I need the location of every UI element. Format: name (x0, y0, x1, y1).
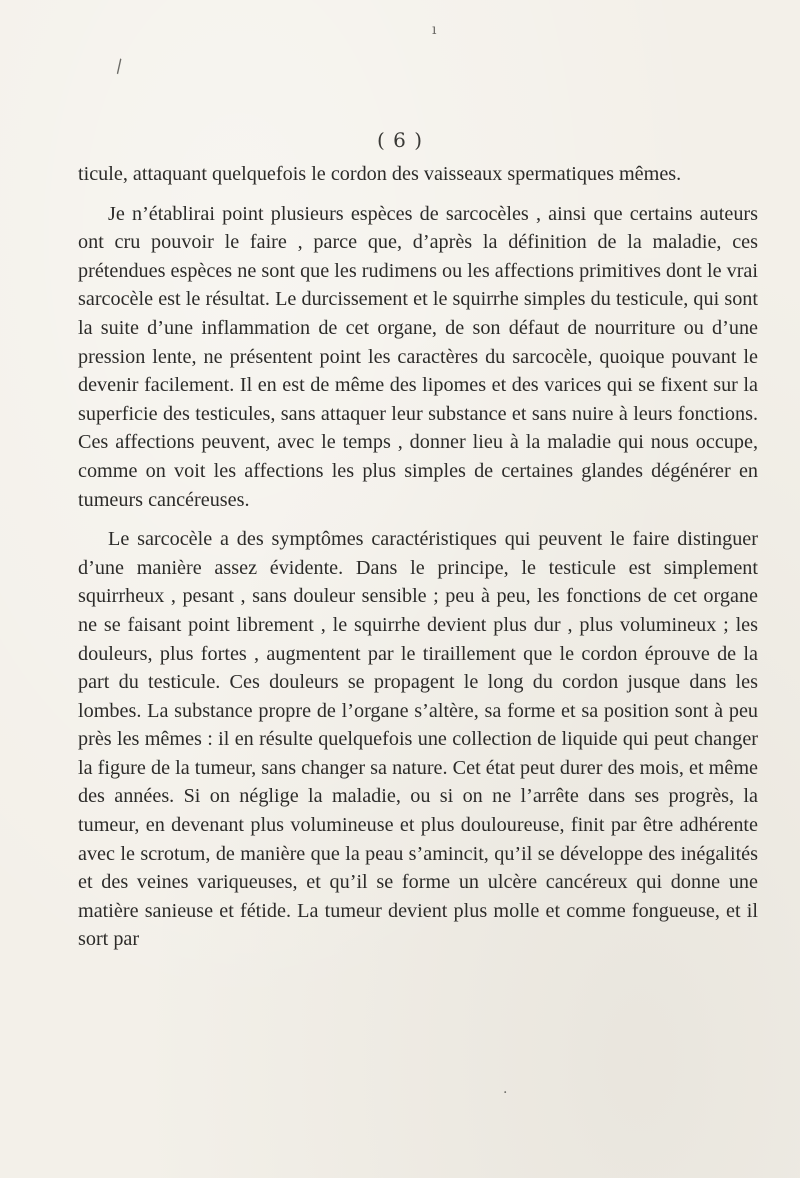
paragraph-continuation: ticule, attaquant quelquefois le cordon des vaisseaux spermatiques mêmes. (78, 163, 682, 185)
body-text (78, 160, 758, 954)
page-number: ( 6 ) (376, 128, 424, 152)
ink-speck: ı (432, 22, 437, 38)
paragraph-symptoms: Le sarcocèle a des symptômes caractéristiques qui peuvent le faire distinguer d’une manière assez évidente. Dans le principe, le testicule est simplement squirrheux , pesant , sans douleur sensible ; peu à peu, les fonctions de cet organe ne se faisant point librement , le squirrhe devient plus dur , plus volumineux ; les douleurs, plus fortes , augmentent par le tiraillement que le cordon éprouve de la part du testicule. Ces douleurs se propagent le long du cordon jusque dans les lombes. La substance propre de l’organe s’altère, sa forme et sa position sont à peu près les mêmes : il en résulte quelquefois une collection de liquide qui peut changer la figure de la tumeur, sans changer sa nature. Cet état peut durer des mois, et même des années. Si on néglige la maladie, ou si on ne l’arrête dans ses progrès, la tumeur, en devenant plus volumineuse et plus douloureuse, finit par être adhérente avec le scrotum, de manière que la peau s’amincit, qu’il se développe des inégalités et des veines variqueuses, et qu’il se forme un ulcère cancéreux qui donne une matière sanieuse et fétide. La tumeur devient plus molle et comme fongueuse, et il sort par (78, 528, 758, 951)
paragraph-sarcocele-species: Je n’établirai point plusieurs espèces de sarcocèles , ainsi que certains auteurs ont cru pouvoir le faire , parce que, d’après la définition de la maladie, ces prétendues espèces ne sont que les rudimens ou les affections primitives dont le vrai sarcocèle est le résultat. Le durcissement et le squirrhe simples du testicule, qui sont la suite d’une inflammation de cet organe, de son défaut de nourriture ou d’une pression lente, ne présentent point les caractères du sarcocèle, quoique pouvant le devenir facilement. Il en est de même des lipomes et des varices qui se fixent sur la superficie des testicules, sans attaquer leur substance et sans nuire à leurs fonctions. Ces affections peuvent, avec le temps , donner lieu à la maladie qui nous occupe, comme on voit les affections les plus simples de certaines glandes dégénérer en tumeurs cancéreuses. (78, 202, 758, 511)
ink-stroke: \ (111, 55, 127, 78)
ink-speck: · (503, 1085, 508, 1101)
